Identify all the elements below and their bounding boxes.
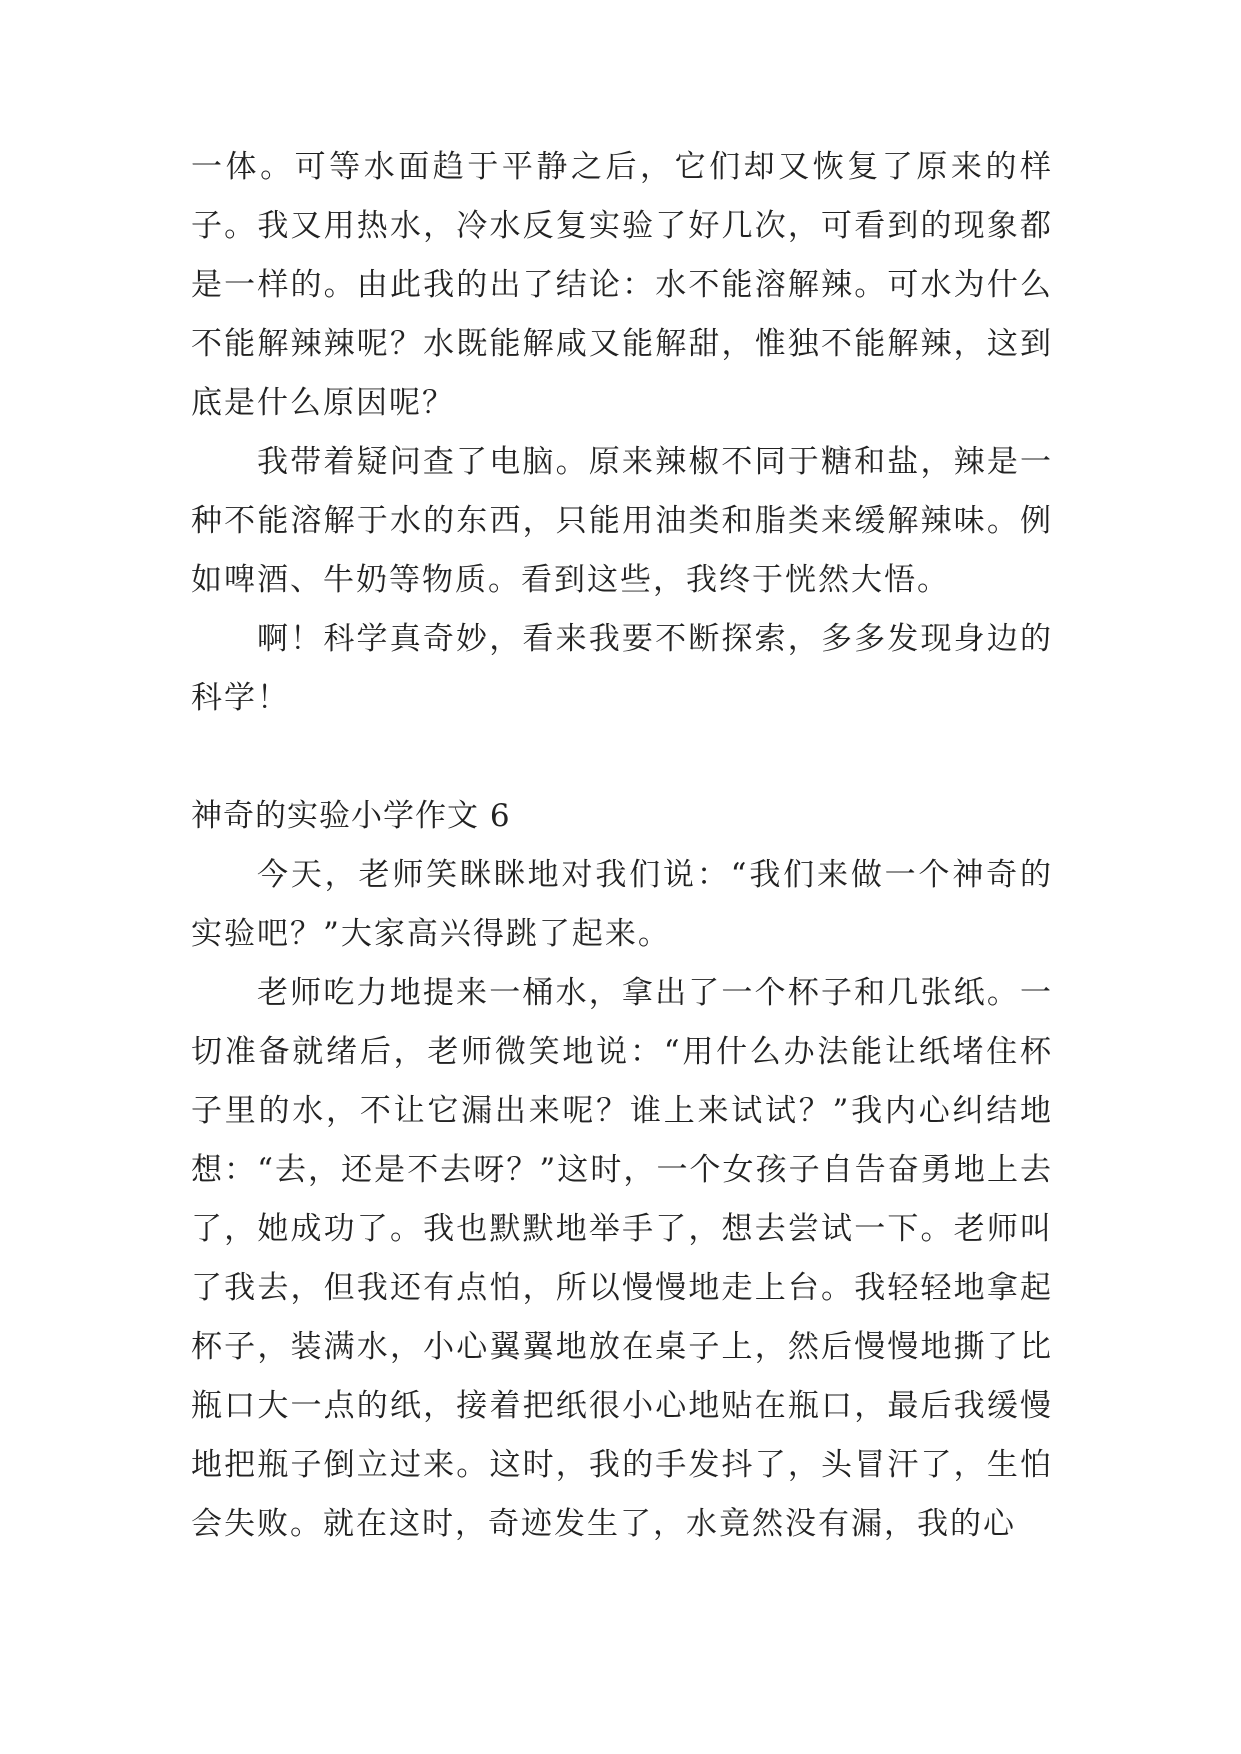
paragraph-teacher-intro: 今天，老师笑眯眯地对我们说：“我们来做一个神奇的实验吧？”大家高兴得跳了起来。 <box>191 857 1053 952</box>
paragraph-experiment: 老师吃力地提来一桶水，拿出了一个杯子和几张纸。一切准备就绪后，老师微笑地说：“用什么办法能让纸堵住杯子里的水，不让它漏出来呢？谁上来试试？”我内心纠结地想：“去，还是不去呀？”这时，一个女孩子自告奋勇地上去了，她成功了。我也默默地举手了，想去尝试一下。老师叫了我去，但我还有点怕，所以慢慢地走上台。我轻轻地拿起杯子，装满水，小心翼翼地放在桌子上，然后慢慢地撕了比瓶口大一点的纸，接着把纸很小心地贴在瓶口，最后我缓慢地把瓶子倒立过来。这时，我的手发抖了，头冒汗了，生怕会失败。就在这时，奇迹发生了，水竟然没有漏，我的心 <box>191 975 1053 1542</box>
paragraph-continued: 一体。可等水面趋于平静之后，它们却又恢复了原来的样子。我又用热水，冷水反复实验了好几次，可看到的现象都是一样的。由此我的出了结论：水不能溶解辣。可水为什么不能解辣辣呢？水既能解咸又能解甜，惟独不能解辣，这到底是什么原因呢？ <box>191 149 1053 421</box>
document-body <box>191 138 1053 1554</box>
section-spacer <box>191 728 1053 787</box>
section-title: 神奇的实验小学作文 6 <box>191 798 511 834</box>
paragraph-computer-search: 我带着疑问查了电脑。原来辣椒不同于糖和盐，辣是一种不能溶解于水的东西，只能用油类和脂类来缓解辣味。例如啤酒、牛奶等物质。看到这些，我终于恍然大悟。 <box>191 444 1053 598</box>
paragraph-science-conclusion: 啊！科学真奇妙，看来我要不断探索，多多发现身边的科学！ <box>191 621 1053 716</box>
